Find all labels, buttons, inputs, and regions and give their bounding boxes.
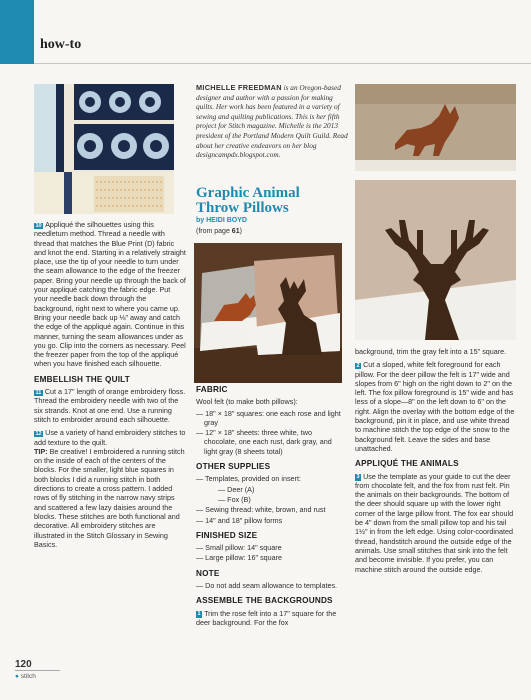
section-label: how-to <box>40 37 82 52</box>
supplies-list <box>196 474 346 524</box>
quilt-illustration <box>34 84 174 214</box>
size-list <box>196 543 346 563</box>
step-2 <box>355 360 517 453</box>
byline-prefix: by <box>196 217 207 224</box>
step-12 <box>34 428 186 549</box>
deer-pillow-photo <box>355 180 516 340</box>
step-text: Use a variety of hand embroidery stitches to add texture to the quilt. <box>34 428 186 447</box>
step-3 <box>355 472 517 574</box>
heading-fabric: FABRIC <box>196 385 228 394</box>
step-text: Appliqué the silhouettes using this needleturn method. Thread a needle with thread that matches the Blue Print (D) fabric and knot the end. Starting in a relatively straight place, use the tip of your needle to turn under the seam allowance to the edge of the freezer paper. Bring your needle up through the back of your appliqué catching the fabric edge. Put your needle back down through the background, right next to where you came up. Bring your needle back up ⅛" away and catch the edge of the appliqué again. Continue in this manner, turning the seam allowances under as you go. Clip into the corners as necessary. Peel the freezer paper from the top of the appliqué when you have finished each silhouette. <box>34 220 186 369</box>
fox-pillow-photo <box>355 84 516 171</box>
bullet-icon: ● <box>15 673 19 680</box>
step-number: 11 <box>35 389 42 396</box>
step-text: Trim the rose felt into a 17" square for the deer background. For the fox <box>196 608 337 627</box>
column-3 <box>355 347 517 578</box>
note-list <box>196 581 346 590</box>
step-10 <box>34 220 186 369</box>
fabric-list <box>196 409 346 456</box>
heading-size: FINISHED SIZE <box>196 530 258 540</box>
step-text: Cut a sloped, white felt foreground for each pillow. For the deer pillow the felt is 17" wide and slopes from 6" high on the right down to 2" on the left. The fox pillow foreground is 15" wide and has less of a slope—8" on the left down to 6" on the right. Align the overlay with the bottom edge of the background, pin it in place, and use white thread to machine stitch the top edge of the snow to the background felt. Leave the sides and base unattached. <box>355 360 515 453</box>
step-text: Cut a 17" length of orange embroidery floss. Thread the embroidery needle with two of the six strands. Knot at one end. Use a running stitch to embroider around each silhouette. <box>34 387 186 424</box>
step-1 <box>196 609 346 628</box>
step-number: 1 <box>197 611 201 618</box>
list-item: — Sewing thread: white, brown, and rust <box>196 505 326 515</box>
column-1 <box>34 220 186 553</box>
page-number: 120 <box>15 659 32 670</box>
bio-name: MICHELLE FREEDMAN <box>196 83 282 92</box>
step-number: 10 <box>35 222 42 229</box>
list-item: — Do not add seam allowance to templates. <box>196 581 338 591</box>
column-2 <box>196 385 346 631</box>
heading-assemble: ASSEMBLE THE BACKGROUNDS <box>196 596 333 606</box>
list-item: — Templates, provided on insert: <box>196 474 301 484</box>
step-text: Use the template as your guide to cut the deer from chocolate felt, and the fox from rust felt. Pin the animals on their backgrounds. The bottom of the deer should square up with the lower right corner of the large pillow front. The fox ear should be 4" down from the small pillow top and his tail 1½" in from the left edge. Using color-coordinated thread, handstitch around the outside edge of the animals. Use small stitches that sink into the felt and become invisible. If you prefer, you can machine stitch around the outside edge. <box>355 471 514 574</box>
from-page <box>196 228 242 235</box>
heading-note: NOTE <box>196 568 220 578</box>
step-number: 3 <box>356 474 360 481</box>
footer-rule <box>15 670 60 671</box>
list-item: — Deer (A) <box>218 484 255 494</box>
author-bio <box>196 83 348 160</box>
step-11 <box>34 387 186 424</box>
from-page-number: 61 <box>231 228 240 235</box>
heading-embellish: EMBELLISH THE QUILT <box>34 374 130 384</box>
deer-illustration <box>355 180 516 340</box>
fabric-intro: Wool felt (to make both pillows): <box>196 397 298 407</box>
list-item: — Small pillow: 14" square <box>196 543 282 553</box>
byline <box>196 217 247 224</box>
bio-text: is an Oregon-based designer and author with a passion for making quilts. Her work has been featured in a variety of sewing and quilting publications. This is her fifth project for Stitch magazine. Michelle is the 2013 president of the Portland Modern Quilt Guild. Read about her creative endeavors on her blog designcampdx.blogspot.com. <box>196 83 348 160</box>
list-item: — Fox (B) <box>218 494 251 504</box>
list-item: — 18" × 18" squares: one each rose and light gray <box>196 408 341 427</box>
heading-applique: APPLIQUÉ THE ANIMALS <box>355 459 459 469</box>
list-item: — Large pillow: 16" square <box>196 553 283 563</box>
pillows-illustration <box>194 243 342 383</box>
brand-mark <box>15 673 36 680</box>
header-rule <box>34 63 531 64</box>
project-title: Graphic Animal Throw Pillows <box>196 185 300 216</box>
tip-label: TIP: <box>34 446 48 456</box>
quilt-photo <box>34 84 174 214</box>
step-number: 2 <box>356 362 360 369</box>
section-tab <box>0 0 34 64</box>
list-item: — 14" and 18" pillow forms <box>196 515 283 525</box>
list-item: — 12" × 18" sheets: three white, two chocolate, one each rust, dark gray, and light gray (8 sheets total) <box>196 428 332 456</box>
fox-illustration <box>355 84 516 171</box>
tip-text: Be creative! I embroidered a running stitch on the inside of each of the centers of the blocks. For the smaller, light blue squares in both blocks I did a running stitch in both directions to create a cross pattern. I added rows of fly stitching in the narrow navy strips and scattered a few lazy daisies around the blocks. These stitches are both functional and decorative. All embroidery stitches are illustrated in the Stitch Glossary in Sewing Basics. <box>34 446 185 549</box>
heading-supplies: OTHER SUPPLIES <box>196 462 271 472</box>
step-1-continued: background, trim the gray felt into a 15" square. <box>355 347 507 356</box>
byline-name: HEIDI BOYD <box>206 217 247 224</box>
brand-name: stitch <box>20 673 36 680</box>
from-prefix: (from page <box>196 228 232 235</box>
from-suffix: ) <box>239 228 242 235</box>
pillows-photo <box>194 243 342 383</box>
step-number: 12 <box>35 430 42 437</box>
